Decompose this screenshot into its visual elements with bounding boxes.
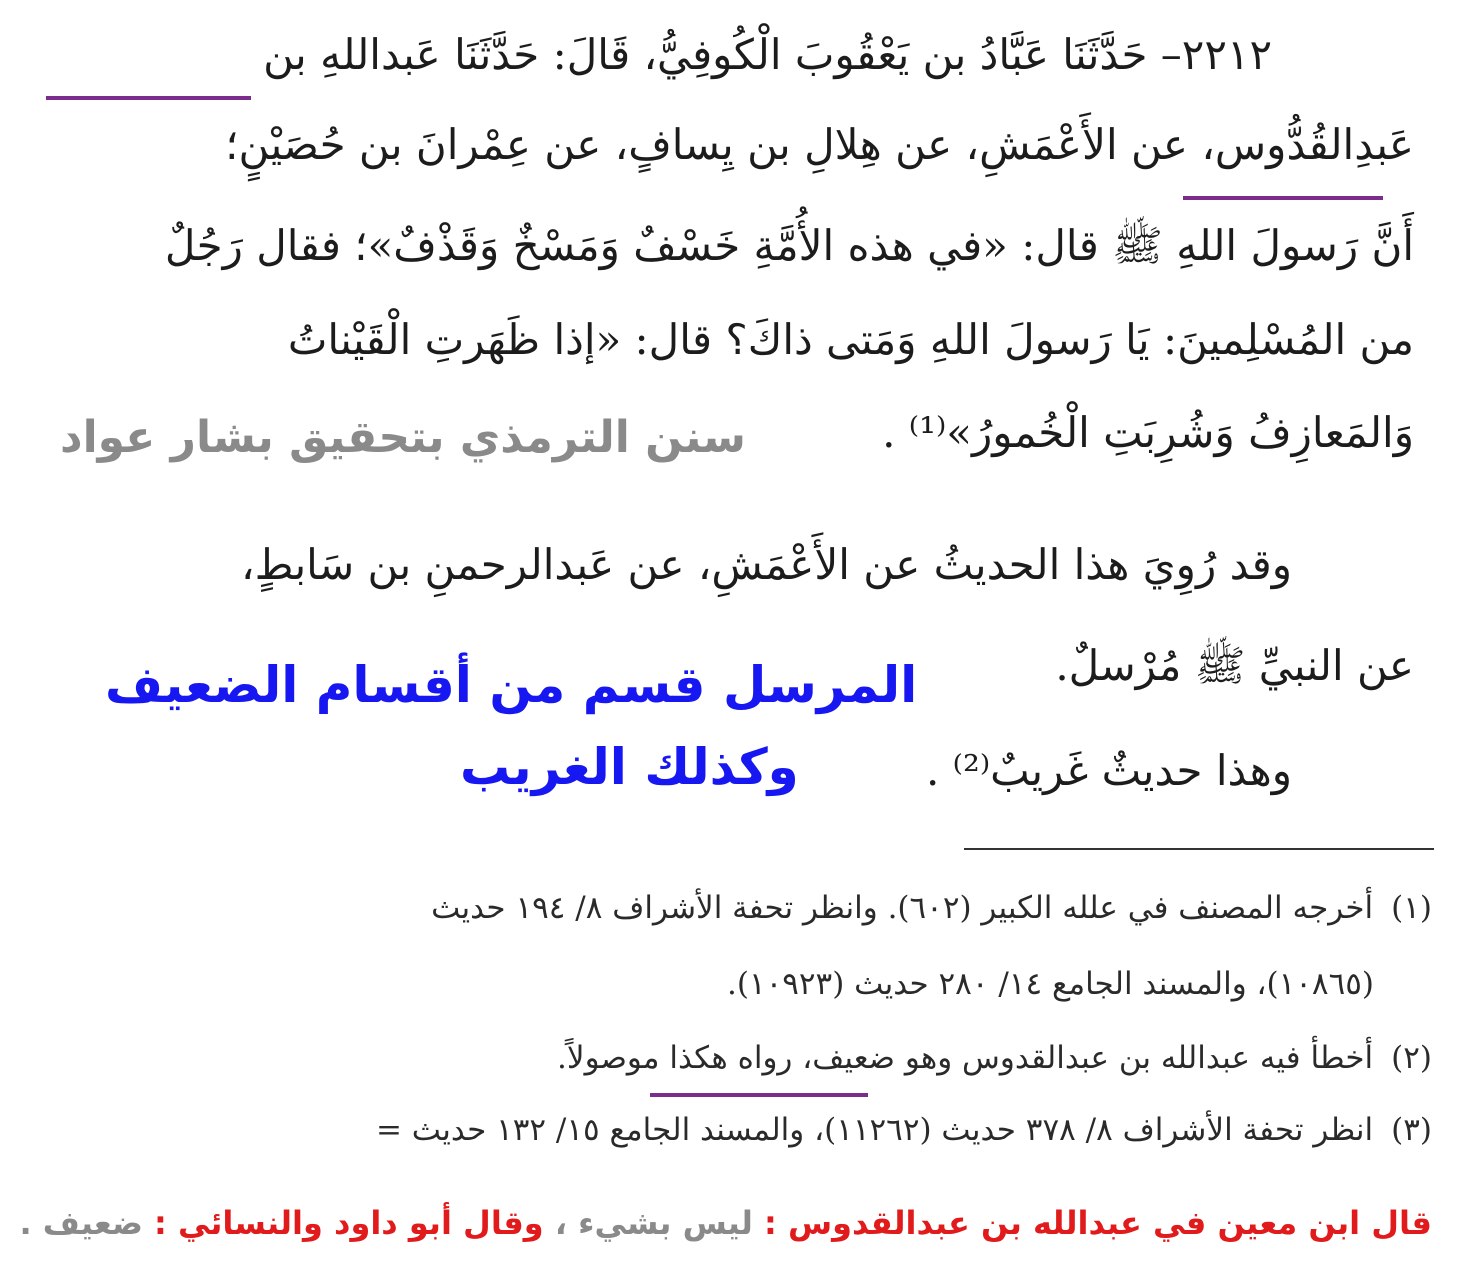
footnote-divider (964, 848, 1434, 850)
quote-ibn-maeen: قال ابن معين في عبدالله بن عبدالقدوس : (764, 1204, 1432, 1242)
footnote-2-number: (٢) (1391, 1040, 1432, 1076)
footnote-1-line-1 (431, 890, 1432, 926)
footnote-3-text: انظر تحفة الأشراف ٨/ ٣٧٨ حديث (١١٢٦٢)، والمسند الجامع ١٥/ ١٣٢ حديث = (375, 1112, 1374, 1148)
quote-abu-dawud-nasai: وقال أبو داود والنسائي : (154, 1204, 544, 1242)
source-stamp: سنن الترمذي بتحقيق بشار عواد (60, 412, 746, 463)
footnote-3-number: (٣) (1391, 1112, 1432, 1148)
hadith-line-7: عن النبيِّ ﷺ مُرْسلٌ. (1055, 641, 1414, 690)
underline-abdullah (46, 96, 251, 100)
footnote-1-line-2: (١٠٨٦٥)، والمسند الجامع ١٤/ ٢٨٠ حديث (١٠٩٢٣). (727, 966, 1374, 1002)
blue-note-line-2: وكذلك الغريب (460, 738, 799, 796)
bottom-quote (19, 1204, 1432, 1242)
footnote-3-line-1 (376, 1112, 1432, 1148)
hadith-line-1: ٢٢١٢– حَدَّثَنَا عَبَّادُ بن يَعْقُوبَ الْكُوفِيُّ، قَالَ: حَدَّثَنَا عَبداللهِ بن (263, 30, 1272, 79)
hadith-line-5: وَالمَعازِفُ وَشُرِبَتِ الْخُمورُ»⁽¹⁾ . (882, 408, 1414, 457)
footnote-2-line-1 (557, 1040, 1432, 1076)
hadith-line-4: من المُسْلِمينَ: يَا رَسولَ اللهِ وَمَتى ذاكَ؟ قال: «إذا ظَهَرتِ الْقَيْناتُ (287, 315, 1414, 364)
footnote-1-number: (١) (1391, 890, 1432, 926)
hadith-line-2: عَبدِالقُدُّوس، عن الأَعْمَشِ، عن هِلالِ بن يِسافٍ، عن عِمْرانَ بن حُصَيْنٍ؛ (225, 120, 1414, 169)
underline-abdulquddus (1183, 196, 1383, 200)
hadith-line-6: وقد رُوِيَ هذا الحديثُ عن الأَعْمَشِ، عن عَبدالرحمنِ بن سَابطٍ، (241, 540, 1292, 589)
quote-laysa-bishay: ليس بشيء ، (543, 1204, 765, 1242)
underline-weak (650, 1093, 868, 1097)
footnote-1-text: أخرجه المصنف في علله الكبير (٦٠٢). وانظر تحفة الأشراف ٨/ ١٩٤ حديث (431, 890, 1374, 926)
footnote-2-text: أخطأ فيه عبدالله بن عبدالقدوس وهو ضعيف، رواه هكذا موصولاً. (557, 1040, 1374, 1076)
quote-daif: ضعيف . (19, 1204, 155, 1242)
hadith-line-8: وهذا حديثٌ غَريبٌ⁽²⁾ . (925, 746, 1292, 795)
hadith-line-3: أَنَّ رَسولَ اللهِ ﷺ قال: «في هذه الأُمَّةِ خَسْفٌ وَمَسْخٌ وَقَذْفٌ»؛ فقال رَجُلٌ (164, 221, 1414, 270)
blue-note-line-1: المرسل قسم من أقسام الضعيف (105, 656, 918, 714)
